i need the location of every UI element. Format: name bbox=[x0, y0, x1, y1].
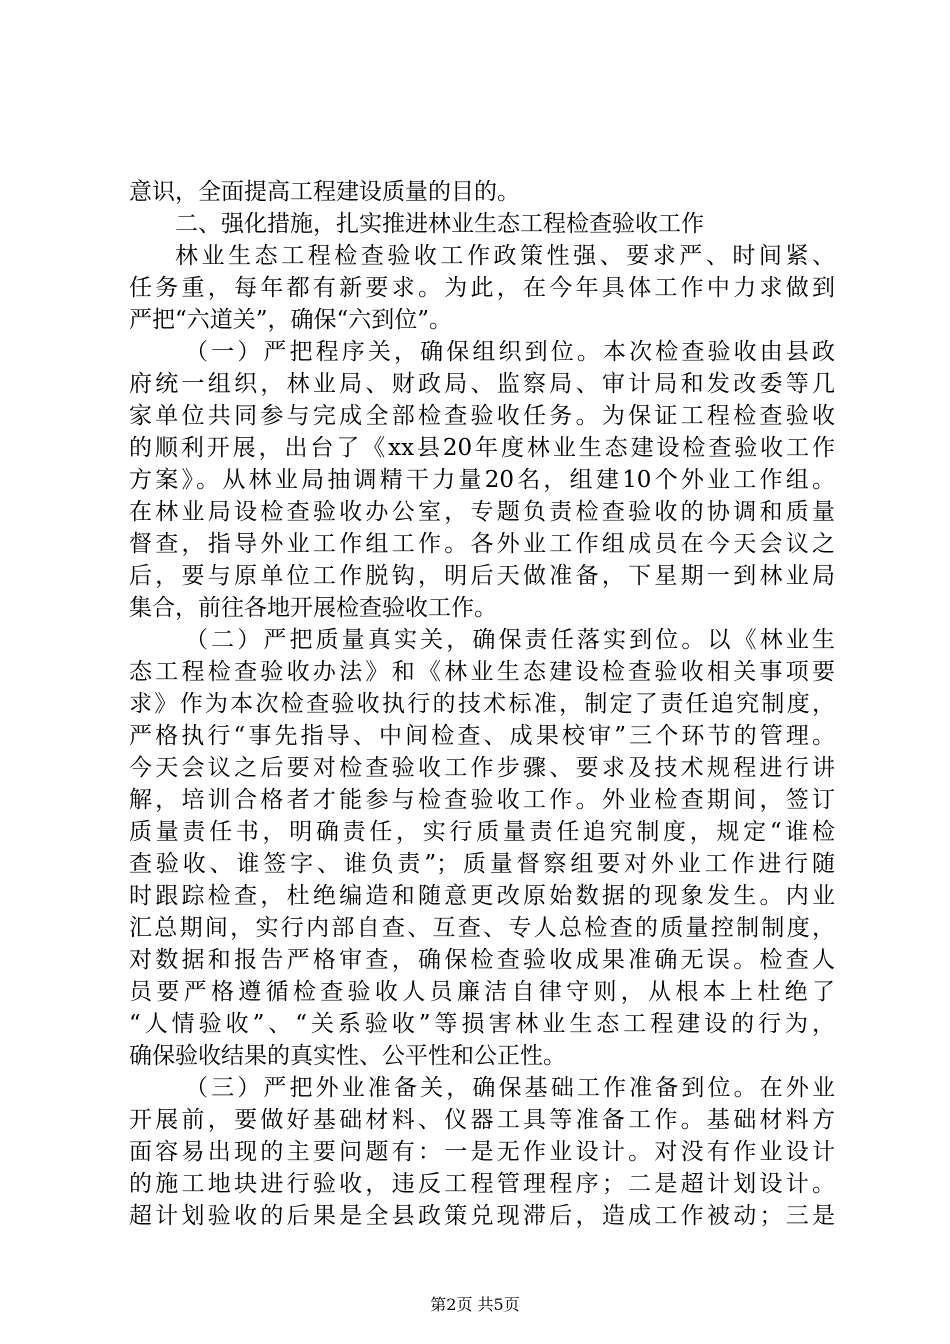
text-line: 府统一组织，林业局、财政局、监察局、审计局和发改委等几 bbox=[129, 371, 835, 397]
text-line: 任务重，每年都有新要求。为此，在今年具体工作中力求做到 bbox=[129, 275, 835, 301]
text-line: 方案》。从林业局抽调精干力量20名，组建10个外业工作组。 bbox=[129, 467, 835, 493]
text-line: 家单位共同参与完成全部检查验收任务。为保证工程检查验收 bbox=[129, 403, 835, 429]
subsection-heading-3: （三）严把外业准备关，确保基础工作准备到位。在外业 bbox=[185, 1075, 835, 1101]
text-line: 查验收、谁签字、谁负责”；质量督察组要对外业工作进行随 bbox=[129, 851, 835, 877]
text-line: 员要严格遵循检查验收人员廉洁自律守则，从根本上杜绝了 bbox=[129, 979, 835, 1005]
text-line: 严把“六道关”，确保“六到位”。 bbox=[129, 307, 453, 333]
text-line: 开展前，要做好基础材料、仪器工具等准备工作。基础材料方 bbox=[129, 1107, 835, 1133]
text-line: 汇总期间，实行内部自查、互查、专人总检查的质量控制制度， bbox=[129, 915, 835, 941]
text-line: 求》作为本次检查验收执行的技术标准，制定了责任追究制度， bbox=[129, 691, 835, 717]
text-line: 意识，全面提高工程建设质量的目的。 bbox=[129, 179, 520, 205]
subsection-heading-2: （二）严把质量真实关，确保责任落实到位。以《林业生 bbox=[185, 627, 835, 653]
text-line: 解，培训合格者才能参与检查验收工作。外业检查期间，签订 bbox=[129, 787, 835, 813]
text-line: 督查，指导外业工作组工作。各外业工作组成员在今天会议之 bbox=[129, 531, 835, 557]
document-body bbox=[129, 176, 835, 1232]
text-line: 超计划验收的后果是全县政策兑现滞后，造成工作被动；三是 bbox=[129, 1203, 835, 1229]
text-line: 集合，前往各地开展检查验收工作。 bbox=[129, 595, 497, 621]
text-line: 林业生态工程检查验收工作政策性强、要求严、时间紧、 bbox=[175, 243, 835, 269]
text-line: 今天会议之后要对检查验收工作步骤、要求及技术规程进行讲 bbox=[129, 755, 835, 781]
text-line: 时跟踪检查，杜绝编造和随意更改原始数据的现象发生。内业 bbox=[129, 883, 835, 909]
text-line: 态工程检查验收办法》和《林业生态建设检查验收相关事项要 bbox=[129, 659, 835, 685]
section-heading: 二、强化措施，扎实推进林业生态工程检查验收工作 bbox=[175, 211, 704, 237]
text-line: 在林业局设检查验收办公室，专题负责检查验收的协调和质量 bbox=[129, 499, 835, 525]
text-line: 后，要与原单位工作脱钩，明后天做准备，下星期一到林业局 bbox=[129, 563, 835, 589]
text-line: 确保验收结果的真实性、公平性和公正性。 bbox=[129, 1043, 566, 1069]
text-line: 对数据和报告严格审查，确保检查验收成果准确无误。检查人 bbox=[129, 947, 835, 973]
text-line: 的施工地块进行验收，违反工程管理程序；二是超计划设计。 bbox=[129, 1171, 835, 1197]
page-number-footer: 第2页 共5页 bbox=[430, 1295, 520, 1314]
text-line: 质量责任书，明确责任，实行质量责任追究制度，规定“谁检 bbox=[129, 819, 835, 845]
text-line: “人情验收”、“关系验收”等损害林业生态工程建设的行为， bbox=[129, 1011, 835, 1037]
subsection-heading-1: （一）严把程序关，确保组织到位。本次检查验收由县政 bbox=[185, 339, 835, 365]
text-line: 严格执行“事先指导、中间检查、成果校审”三个环节的管理。 bbox=[129, 723, 835, 749]
text-line: 面容易出现的主要问题有：一是无作业设计。对没有作业设计 bbox=[129, 1139, 835, 1165]
text-line: 的顺利开展，出台了《xx县20年度林业生态建设检查验收工作 bbox=[129, 435, 835, 461]
